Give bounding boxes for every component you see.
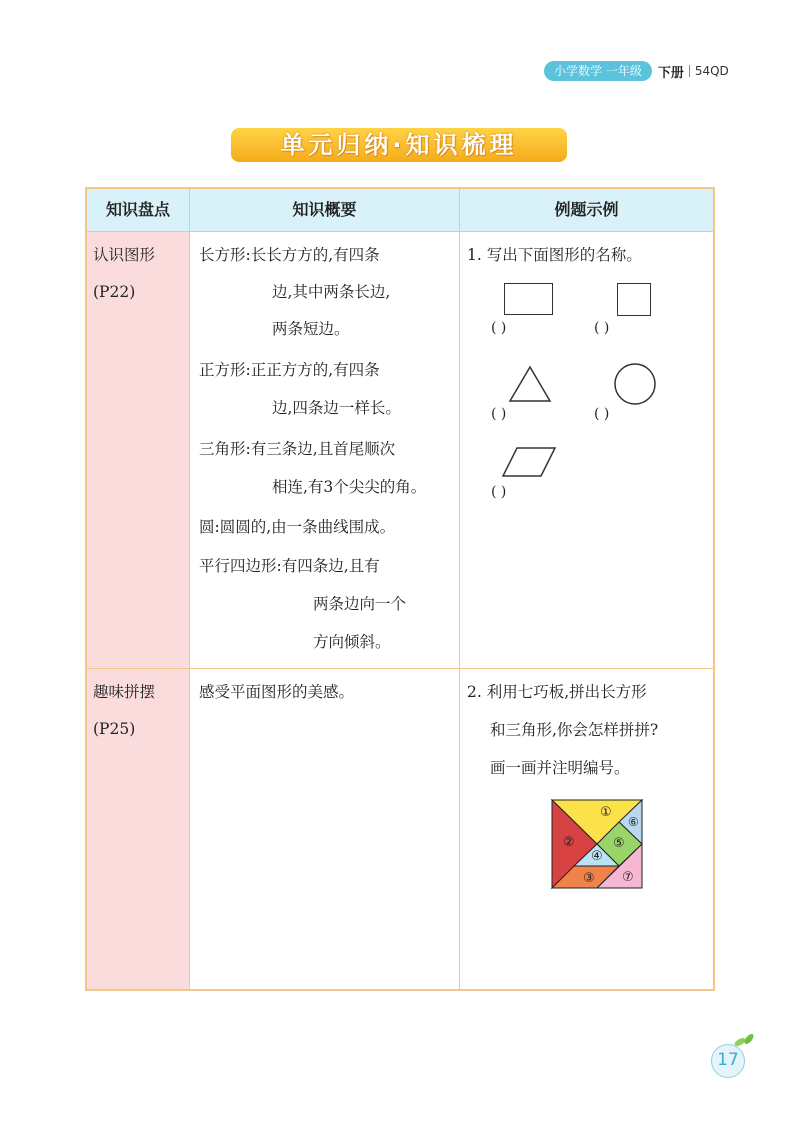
header-example: 例题示例 [460, 189, 713, 232]
row-divider [87, 231, 713, 232]
example-question-1: 1. 写出下面图形的名称。 [467, 246, 642, 264]
example-question-2: 2. 利用七巧板,拼出长方形 [467, 683, 647, 701]
topic-shapes-page: (P22) [93, 283, 136, 301]
summary-line: 相连,有3个尖尖的角。 [272, 478, 427, 496]
tangram-square [551, 799, 643, 889]
tangram-label-7: ⑦ [622, 870, 634, 885]
header-topic: 知识盘点 [87, 189, 189, 232]
edition-code: 54QD [694, 64, 729, 78]
answer-blank[interactable]: ( ) [491, 320, 507, 336]
summary-line: 长方形:长长方方的,有四条 [199, 246, 380, 264]
answer-blank[interactable]: ( ) [491, 406, 507, 422]
header-summary: 知识概要 [190, 189, 459, 232]
page-number: 17 [711, 1044, 745, 1078]
summary-line: 两条短边。 [272, 320, 350, 338]
volume-label: 下册 [657, 65, 684, 81]
summary-line: 边,四条边一样长。 [272, 399, 401, 417]
summary-line: 两条边向一个 [313, 595, 407, 613]
triangle-shape [508, 365, 552, 403]
rectangle-shape [504, 283, 553, 315]
topic-puzzle: 趣味拼摆 [93, 683, 156, 701]
header-divider [689, 65, 690, 77]
subject-badge: 小学数学 一年级 [544, 61, 652, 81]
tangram-label-1: ① [600, 805, 612, 820]
topic-shapes: 认识图形 [93, 246, 156, 264]
column-divider [189, 189, 190, 989]
example-question-2-line: 画一画并注明编号。 [490, 759, 630, 777]
answer-blank[interactable]: ( ) [594, 406, 610, 422]
square-shape [617, 283, 651, 316]
summary-line: 感受平面图形的美感。 [199, 683, 355, 701]
answer-blank[interactable]: ( ) [594, 320, 610, 336]
tangram-label-5: ⑤ [613, 836, 625, 851]
parallelogram-shape [501, 446, 557, 478]
tangram-label-6: ⑥ [628, 815, 639, 829]
summary-line: 平行四边形:有四条边,且有 [199, 557, 380, 575]
page-header [544, 61, 729, 81]
summary-line: 正方形:正正方方的,有四条 [199, 361, 380, 379]
example-question-2-line: 和三角形,你会怎样拼拼? [490, 721, 659, 739]
circle-shape [613, 362, 657, 406]
topic-column-bg [87, 232, 189, 989]
topic-puzzle-page: (P25) [93, 720, 136, 738]
summary-line: 圆:圆圆的,由一条曲线围成。 [199, 518, 396, 536]
tangram-label-4: ④ [591, 849, 603, 864]
summary-line: 三角形:有三条边,且首尾顺次 [199, 440, 396, 458]
tangram-label-2: ② [563, 835, 575, 850]
row-divider [87, 668, 713, 669]
section-title: 单元归纳·知识梳理 [231, 128, 567, 162]
answer-blank[interactable]: ( ) [491, 484, 507, 500]
summary-line: 方向倾斜。 [313, 633, 391, 651]
summary-line: 边,其中两条长边, [272, 283, 391, 301]
tangram-label-3: ③ [583, 871, 595, 886]
column-divider [459, 189, 460, 989]
